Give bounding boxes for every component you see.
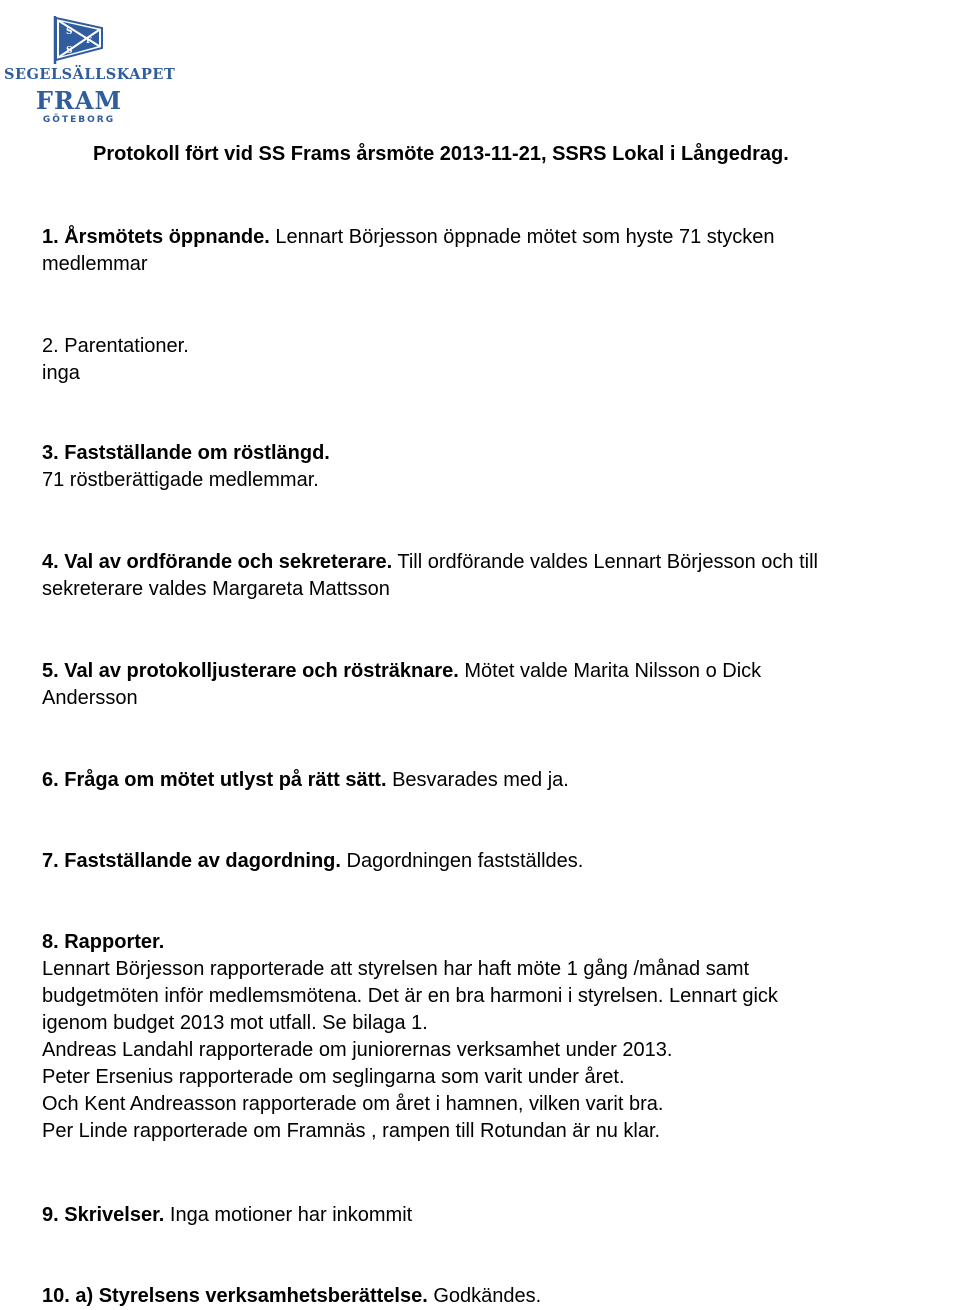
agenda-item-text: Mötet valde Marita Nilsson o Dick bbox=[458, 660, 762, 682]
agenda-item-text: Dagordningen fastställdes. bbox=[340, 850, 584, 872]
agenda-item-heading: 7. Fastställande av dagordning. bbox=[42, 850, 341, 872]
club-burgee-icon bbox=[52, 14, 104, 64]
agenda-item-2 bbox=[42, 333, 952, 387]
agenda-item-1 bbox=[42, 224, 952, 278]
agenda-item-line bbox=[42, 1283, 952, 1310]
report-line: Peter Ersenius rapporterade om seglingarna som varit under året. bbox=[42, 1066, 625, 1088]
agenda-item-line bbox=[42, 767, 952, 794]
report-line: Andreas Landahl rapporterade om juniorernas verksamhet under 2013. bbox=[42, 1039, 673, 1061]
agenda-item-line bbox=[42, 1202, 952, 1229]
agenda-item-heading: 5. Val av protokolljusterare och rösträknare. bbox=[42, 660, 459, 682]
report-line: igenom budget 2013 mot utfall. Se bilaga 1. bbox=[42, 1012, 428, 1034]
agenda-item-heading: 9. Skrivelser. bbox=[42, 1204, 165, 1226]
logo-city: GÖTEBORG bbox=[42, 115, 116, 125]
agenda-item-heading: 3. Fastställande om röstlängd. bbox=[42, 442, 330, 464]
agenda-item-text: Godkändes. bbox=[427, 1285, 542, 1307]
agenda-item-8 bbox=[42, 929, 952, 1145]
report-line: Och Kent Andreasson rapporterade om året i hamnen, vilken varit bra. bbox=[42, 1093, 664, 1115]
agenda-item-heading: 2. Parentationer. bbox=[42, 335, 189, 357]
agenda-item-3 bbox=[42, 440, 952, 494]
agenda-item-heading: 4. Val av ordförande och sekreterare. bbox=[42, 551, 393, 573]
agenda-item-text: inga bbox=[42, 362, 80, 384]
flag-letter: F bbox=[86, 35, 92, 45]
agenda-item-text: Inga motioner har inkommit bbox=[164, 1204, 413, 1226]
agenda-item-heading: 8. Rapporter. bbox=[42, 931, 165, 953]
agenda-item-heading: 6. Fråga om mötet utlyst på rätt sätt. bbox=[42, 769, 387, 791]
agenda-item-text: Besvarades med ja. bbox=[386, 769, 569, 791]
document-title: Protokoll fört vid SS Frams årsmöte 2013-11-21, SSRS Lokal i Långedrag. bbox=[93, 143, 789, 165]
agenda-item-6 bbox=[42, 767, 952, 794]
agenda-item-text: Andersson bbox=[42, 687, 138, 709]
report-line: Per Linde rapporterade om Framnäs , rampen till Rotundan är nu klar. bbox=[42, 1120, 661, 1142]
agenda-item-4 bbox=[42, 549, 952, 603]
agenda-item-heading: 1. Årsmötets öppnande. bbox=[42, 226, 270, 248]
logo-fram: FRAM bbox=[35, 86, 123, 115]
agenda-item-9 bbox=[42, 1202, 952, 1229]
agenda-item-line bbox=[42, 549, 952, 576]
agenda-item-text: 71 röstberättigade medlemmar. bbox=[42, 469, 319, 491]
agenda-item-7 bbox=[42, 848, 952, 875]
agenda-item-heading: 10. a) Styrelsens verksamhetsberättelse. bbox=[42, 1285, 428, 1307]
club-logo bbox=[4, 14, 176, 125]
logo-club-name: SEGELSÄLLSKAPET bbox=[4, 66, 176, 83]
report-line: Lennart Börjesson rapporterade att styrelsen har haft möte 1 gång /månad samt bbox=[42, 958, 750, 980]
agenda-item-text: Lennart Börjesson öppnade mötet som hyste 71 stycken bbox=[269, 226, 775, 248]
agenda-item-text: medlemmar bbox=[42, 253, 148, 275]
agenda-item-line bbox=[42, 848, 952, 875]
agenda-item-text: Till ordförande valdes Lennart Börjesson och till bbox=[392, 551, 818, 573]
flag-letter: S bbox=[66, 46, 73, 56]
flag-letter: S bbox=[66, 27, 73, 37]
agenda-item-text: sekreterare valdes Margareta Mattsson bbox=[42, 578, 390, 600]
agenda-item-line bbox=[42, 224, 952, 251]
agenda-item-10 bbox=[42, 1283, 952, 1310]
report-line: budgetmöten inför medlemsmötena. Det är en bra harmoni i styrelsen. Lennart gick bbox=[42, 985, 778, 1007]
agenda-item-line bbox=[42, 658, 952, 685]
agenda-item-5 bbox=[42, 658, 952, 712]
